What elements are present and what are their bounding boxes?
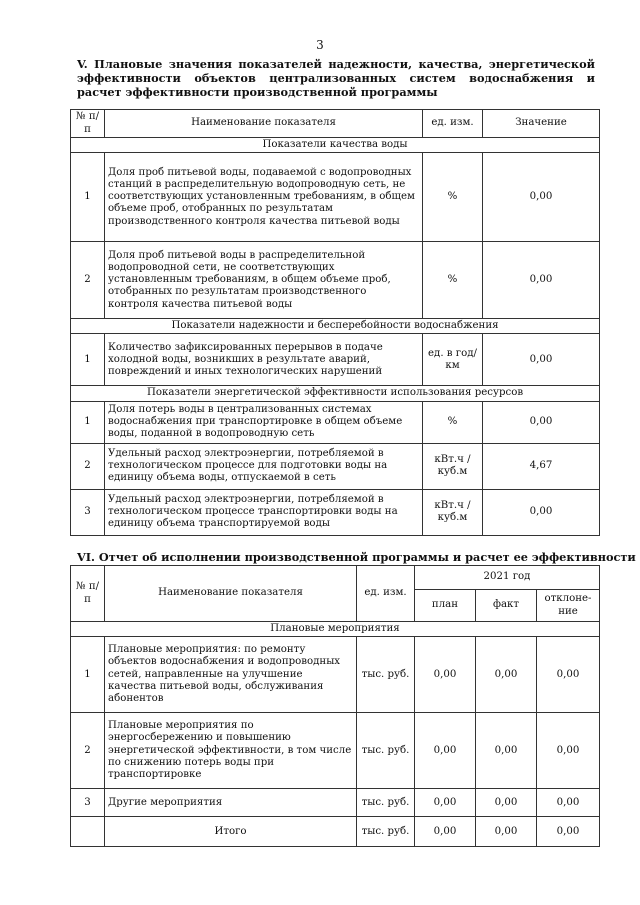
row-name: Удельный расход электроэнергии, потребляемой в технологическом процессе транспортировки воды на единицу объема транспортируемой воды xyxy=(105,489,423,535)
row-name: Удельный расход электроэнергии, потребляемой в технологическом процессе для подготовки воды на единицу объема воды, отпускаемой в сеть xyxy=(105,443,423,489)
table-row xyxy=(71,489,600,535)
row-plan: 0,00 xyxy=(415,789,476,817)
header-plan: план xyxy=(415,590,476,622)
group-title: Плановые мероприятия xyxy=(71,622,600,637)
row-unit: кВт.ч / куб.м xyxy=(423,489,483,535)
total-row xyxy=(71,817,600,847)
row-num: 3 xyxy=(71,489,105,535)
row-unit: % xyxy=(423,153,483,242)
row-name: Доля потерь воды в централизованных системах водоснабжения при транспортировке в общем объеме воды, поданной в водопроводную сеть xyxy=(105,401,423,443)
total-fact: 0,00 xyxy=(476,817,537,847)
row-deviation: 0,00 xyxy=(537,789,600,817)
table-row xyxy=(71,153,600,242)
row-deviation: 0,00 xyxy=(537,637,600,713)
row-name: Количество зафиксированных перерывов в подаче холодной воды, возникших в результате аварий, повреждений и иных технологических нарушений xyxy=(105,334,423,386)
row-value: 0,00 xyxy=(483,489,600,535)
total-unit: тыс. руб. xyxy=(357,817,415,847)
row-name: Доля проб питьевой воды, подаваемой с водопроводных станций в распределительную водопроводную сеть, не соответствующих установленным требованиям, в общем объеме проб, отобранных по результатам производственного контроля качества питьевой воды xyxy=(105,153,423,242)
total-name: Итого xyxy=(105,817,357,847)
group-title: Показатели надежности и бесперебойности водоснабжения xyxy=(71,319,600,334)
row-value: 0,00 xyxy=(483,401,600,443)
section6-table xyxy=(70,565,600,847)
row-unit: тыс. руб. xyxy=(357,713,415,789)
row-value: 4,67 xyxy=(483,443,600,489)
row-value: 0,00 xyxy=(483,334,600,386)
table-row xyxy=(71,401,600,443)
row-num: 3 xyxy=(71,789,105,817)
section6-heading: VI. Отчет об исполнении производственной программы и расчет ее эффективности xyxy=(77,550,636,564)
total-deviation: 0,00 xyxy=(537,817,600,847)
header-num: № п/п xyxy=(71,110,105,138)
row-num: 2 xyxy=(71,242,105,319)
row-num: 1 xyxy=(71,401,105,443)
row-unit: % xyxy=(423,401,483,443)
group-title: Показатели качества воды xyxy=(71,138,600,153)
row-num: 1 xyxy=(71,637,105,713)
row-unit: ед. в год/ км xyxy=(423,334,483,386)
row-deviation: 0,00 xyxy=(537,713,600,789)
row-plan: 0,00 xyxy=(415,713,476,789)
header-fact: факт xyxy=(476,590,537,622)
total-num xyxy=(71,817,105,847)
row-plan: 0,00 xyxy=(415,637,476,713)
page-number: 3 xyxy=(316,38,324,52)
row-name: Доля проб питьевой воды в распределительной водопроводной сети, не соответствующих установленным требованиям, в общем объеме проб, отобранных по результатам производственного контроля качества питьевой воды xyxy=(105,242,423,319)
header-unit: ед. изм. xyxy=(357,566,415,622)
table-row xyxy=(71,334,600,386)
table-header-row xyxy=(71,566,600,590)
row-name: Другие мероприятия xyxy=(105,789,357,817)
row-unit: тыс. руб. xyxy=(357,637,415,713)
row-num: 2 xyxy=(71,713,105,789)
row-num: 2 xyxy=(71,443,105,489)
row-unit: кВт.ч / куб.м xyxy=(423,443,483,489)
table-row xyxy=(71,242,600,319)
row-num: 1 xyxy=(71,334,105,386)
header-unit: ед. изм. xyxy=(423,110,483,138)
group-title: Показатели энергетической эффективности использования ресурсов xyxy=(71,386,600,401)
row-fact: 0,00 xyxy=(476,713,537,789)
row-unit: тыс. руб. xyxy=(357,789,415,817)
row-fact: 0,00 xyxy=(476,789,537,817)
section5-table xyxy=(70,109,600,536)
row-name: Плановые мероприятия по энергосбережению и повышению энергетической эффективности, в том числе по снижению потерь воды при транспортировке xyxy=(105,713,357,789)
table-header-row xyxy=(71,110,600,138)
header-year: 2021 год xyxy=(415,566,600,590)
section5-heading: V. Плановые значения показателей надежности, качества, энергетической эффективности объектов централизованных систем водоснабжения и расчет эффективности производственной программы xyxy=(77,57,595,99)
row-num: 1 xyxy=(71,153,105,242)
row-value: 0,00 xyxy=(483,242,600,319)
table-row xyxy=(71,713,600,789)
header-name: Наименование показателя xyxy=(105,110,423,138)
header-name: Наименование показателя xyxy=(105,566,357,622)
total-plan: 0,00 xyxy=(415,817,476,847)
table-row xyxy=(71,789,600,817)
header-num: № п/п xyxy=(71,566,105,622)
table-row xyxy=(71,443,600,489)
header-value: Значение xyxy=(483,110,600,138)
row-name: Плановые мероприятия: по ремонту объектов водоснабжения и водопроводных сетей, направленные на улучшение качества питьевой воды, обслуживания абонентов xyxy=(105,637,357,713)
table-row xyxy=(71,637,600,713)
row-fact: 0,00 xyxy=(476,637,537,713)
header-deviation: отклоне-ние xyxy=(537,590,600,622)
row-unit: % xyxy=(423,242,483,319)
row-value: 0,00 xyxy=(483,153,600,242)
